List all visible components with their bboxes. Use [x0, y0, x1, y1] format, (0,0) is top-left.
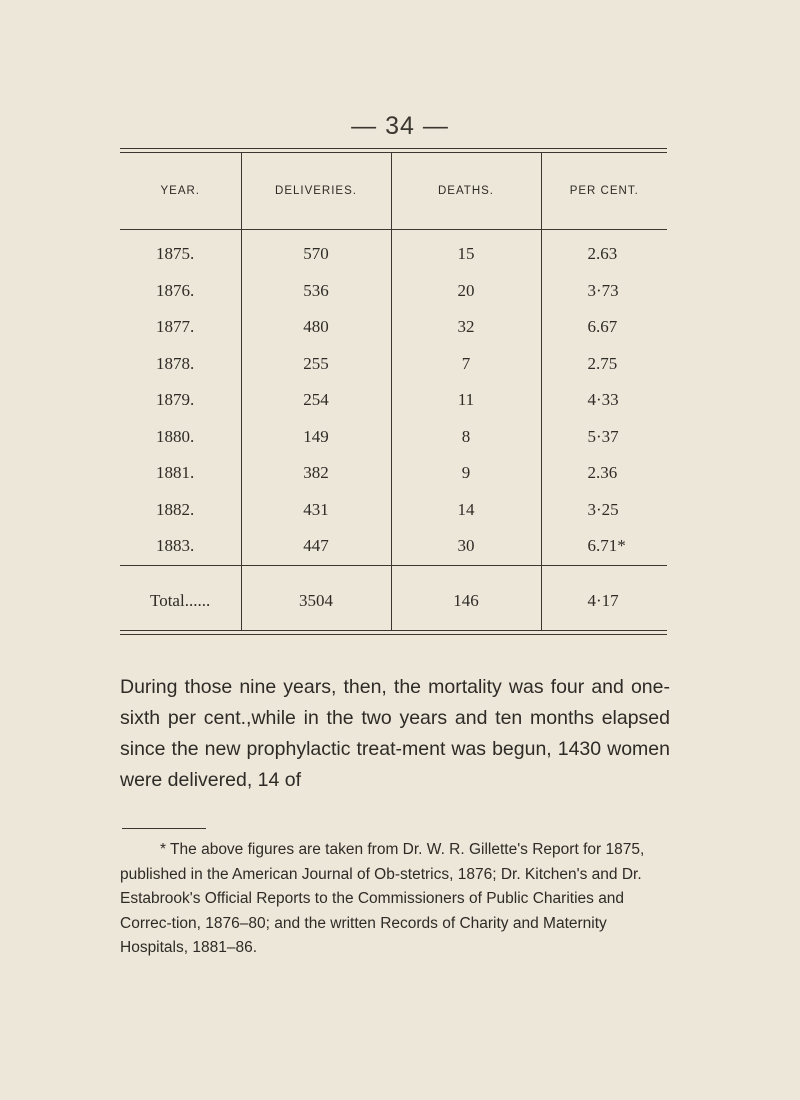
- cell-total-deaths: 146: [391, 565, 541, 630]
- cell-deaths: 15: [391, 230, 541, 273]
- cell-deliveries: 149: [241, 419, 391, 456]
- cell-year: 1877.: [156, 317, 195, 337]
- cell-deliveries: 255: [241, 346, 391, 383]
- cell-total-label: Total......: [120, 565, 241, 630]
- cell-per-cent: 2.75: [541, 346, 667, 383]
- footnote-body: * The above figures are taken from Dr. W. R. Gillette's Report for 1875, published in the American Journal of Ob-stetrics, 1876; Dr. Kitchen's and Dr. Estabrook's Official Reports to the Commissioners of Public Charities and Correc-tion, 1876–80; and the written Records of Charity and Maternity Hospitals, 1881–86.: [120, 841, 645, 956]
- table-top-rule: [120, 148, 667, 149]
- table-total-row: [120, 565, 667, 630]
- cell-total-per-cent: 4·17: [541, 565, 667, 630]
- page-number: — 34 —: [351, 112, 449, 140]
- cell-per-cent: 5·37: [541, 419, 667, 456]
- cell-deliveries: 431: [241, 492, 391, 529]
- mortality-table: [120, 153, 667, 630]
- cell-per-cent: 4·33: [541, 382, 667, 419]
- cell-total-deliveries: 3504: [241, 565, 391, 630]
- table-row: [120, 273, 667, 310]
- cell-deliveries: 447: [241, 528, 391, 565]
- cell-deaths: 8: [391, 419, 541, 456]
- table-row: [120, 528, 667, 565]
- cell-deliveries: 480: [241, 309, 391, 346]
- table-row: [120, 455, 667, 492]
- cell-per-cent: 2.63: [541, 230, 667, 273]
- cell-deliveries: 570: [241, 230, 391, 273]
- mortality-table-container: [120, 148, 667, 635]
- table-row: [120, 230, 667, 273]
- table-row: [120, 492, 667, 529]
- cell-year: 1875.: [156, 244, 195, 264]
- header-year: YEAR.: [120, 153, 241, 230]
- cell-per-cent: 2.36: [541, 455, 667, 492]
- cell-deaths: 30: [391, 528, 541, 565]
- cell-year: 1876.: [156, 280, 195, 300]
- table-row: [120, 419, 667, 456]
- cell-deaths: 20: [391, 273, 541, 310]
- header-deliveries: DELIVERIES.: [241, 153, 391, 230]
- header-per-cent: PER CENT.: [541, 153, 667, 230]
- table-row: [120, 382, 667, 419]
- cell-deliveries: 254: [241, 382, 391, 419]
- cell-per-cent: 3·25: [541, 492, 667, 529]
- table-row: [120, 309, 667, 346]
- cell-year: 1883.: [156, 536, 195, 556]
- cell-deliveries: 536: [241, 273, 391, 310]
- table-bottom-rule: [120, 630, 667, 631]
- cell-deaths: 14: [391, 492, 541, 529]
- cell-year: 1881.: [156, 463, 195, 483]
- cell-year: 1880.: [156, 426, 195, 446]
- cell-year: 1882.: [156, 499, 195, 519]
- cell-per-cent: 3·73: [541, 273, 667, 310]
- table-bottom-rule-inner: [120, 634, 667, 635]
- cell-deaths: 11: [391, 382, 541, 419]
- header-deaths: DEATHS.: [391, 153, 541, 230]
- table-header-row: [120, 153, 667, 230]
- cell-deaths: 9: [391, 455, 541, 492]
- cell-per-cent: 6.71*: [541, 528, 667, 565]
- cell-deaths: 32: [391, 309, 541, 346]
- cell-per-cent: 6.67: [541, 309, 667, 346]
- table-row: [120, 346, 667, 383]
- body-paragraph: During those nine years, then, the mortality was four and one-sixth per cent.,while in the two years and ten months elapsed since the new prophylactic treat-ment was begun, 1430 women were delivered, 14 of: [120, 676, 670, 791]
- footnote-text: [120, 826, 670, 961]
- cell-year: 1879.: [156, 390, 195, 410]
- cell-year: 1878.: [156, 353, 195, 373]
- cell-deliveries: 382: [241, 455, 391, 492]
- cell-deaths: 7: [391, 346, 541, 383]
